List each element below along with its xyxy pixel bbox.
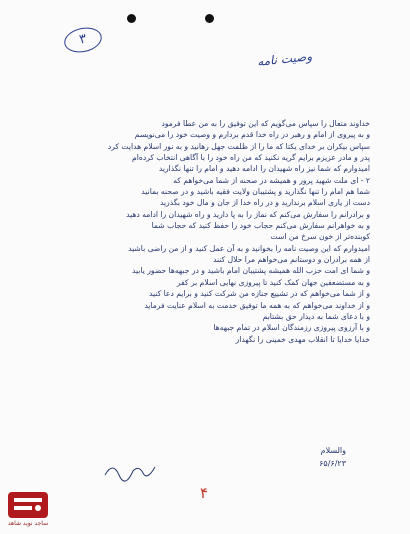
letter-line: کوبنده‌تر از خون سرخ من است: [270, 232, 370, 242]
page-heading: وصیت نامه: [256, 49, 313, 69]
letter-line: پدر و مادر عزیزم برایم گریه نکنید که من راه خود را با آگاهی انتخاب کرده‌ام: [132, 153, 370, 163]
letter-line: سپاس بیکران بر خدای یکتا که ما را از ظلمت جهل رهانید و به نور اسلام هدایت کرد: [107, 141, 370, 151]
letter-line: از همه برادران و دوستانم می‌خواهم مرا حلال کنند: [212, 255, 370, 265]
letter-line: ۲ - ای ملت شهید پرور و همیشه در صحنه از شما می‌خواهم که: [173, 175, 370, 185]
letter-line: و به پیروی از امام و رهبر در راه خدا قدم بردارم و وصیت خود را می‌نویسم: [134, 130, 370, 140]
letter-line: و از خداوند می‌خواهم که به همه ما توفیق خدمت به اسلام عنایت فرماید: [144, 300, 370, 310]
logo-caption: ساجد نوید شاهد: [7, 520, 49, 527]
letter-line: شما هم امام را تنها نگذارید و پشتیبان ولایت فقیه باشید و در صحنه بمانید: [141, 187, 370, 197]
page-number: ۴: [200, 484, 209, 502]
letter-line: و از شما می‌خواهم که در تشییع جنازه من شرکت کنید و برایم دعا کنید: [149, 289, 370, 299]
letter-line: خداوند متعال را سپاس می‌گویم که این توفیق را به من عطا فرمود: [161, 119, 370, 128]
letter-line: و به خواهرانم سفارش می‌کنم حجاب خود را حفظ کنید که حجاب شما: [151, 221, 370, 231]
letter-line: خدایا خدایا تا انقلاب مهدی خمینی را نگهدار: [235, 334, 370, 344]
signature-scribble: [100, 455, 160, 485]
signature-line: والسلام: [320, 446, 346, 455]
punch-hole: [127, 14, 136, 23]
letter-line: و به مستضعفین جهان کمک کنید تا پیروزی نهایی اسلام بر کفر: [176, 277, 370, 287]
letter-line: دست از یاری اسلام برندارید و در راه خدا از جان و مال خود بگذرید: [159, 198, 370, 208]
letter-line: و با آرزوی پیروزی رزمندگان اسلام در تمام جبهه‌ها: [213, 323, 370, 333]
letter-line: و شما ای امت حزب الله همیشه پشتیبان امام باشید و در جبهه‌ها حضور یابید: [132, 266, 370, 276]
letter-line: امیدوارم که این وصیت نامه را بخوانید و به آن عمل کنید و از من راضی باشید: [128, 243, 370, 253]
page-marker: ۳: [62, 24, 104, 55]
letter-line: و برادرانم را سفارش می‌کنم که نماز را به پا دارید و راه شهیدان را ادامه دهید: [126, 209, 370, 219]
letter-line: امیدوارم که شما نیز راه شهیدان را ادامه دهید و امام را تنها نگذارید: [158, 164, 370, 174]
letter-line: و با دعای شما به دیدار حق بشتابم: [262, 311, 370, 321]
letter-body: [44, 118, 370, 345]
signature-line: ۶۵/۶/۲۳: [319, 459, 346, 468]
punch-hole: [205, 14, 214, 23]
